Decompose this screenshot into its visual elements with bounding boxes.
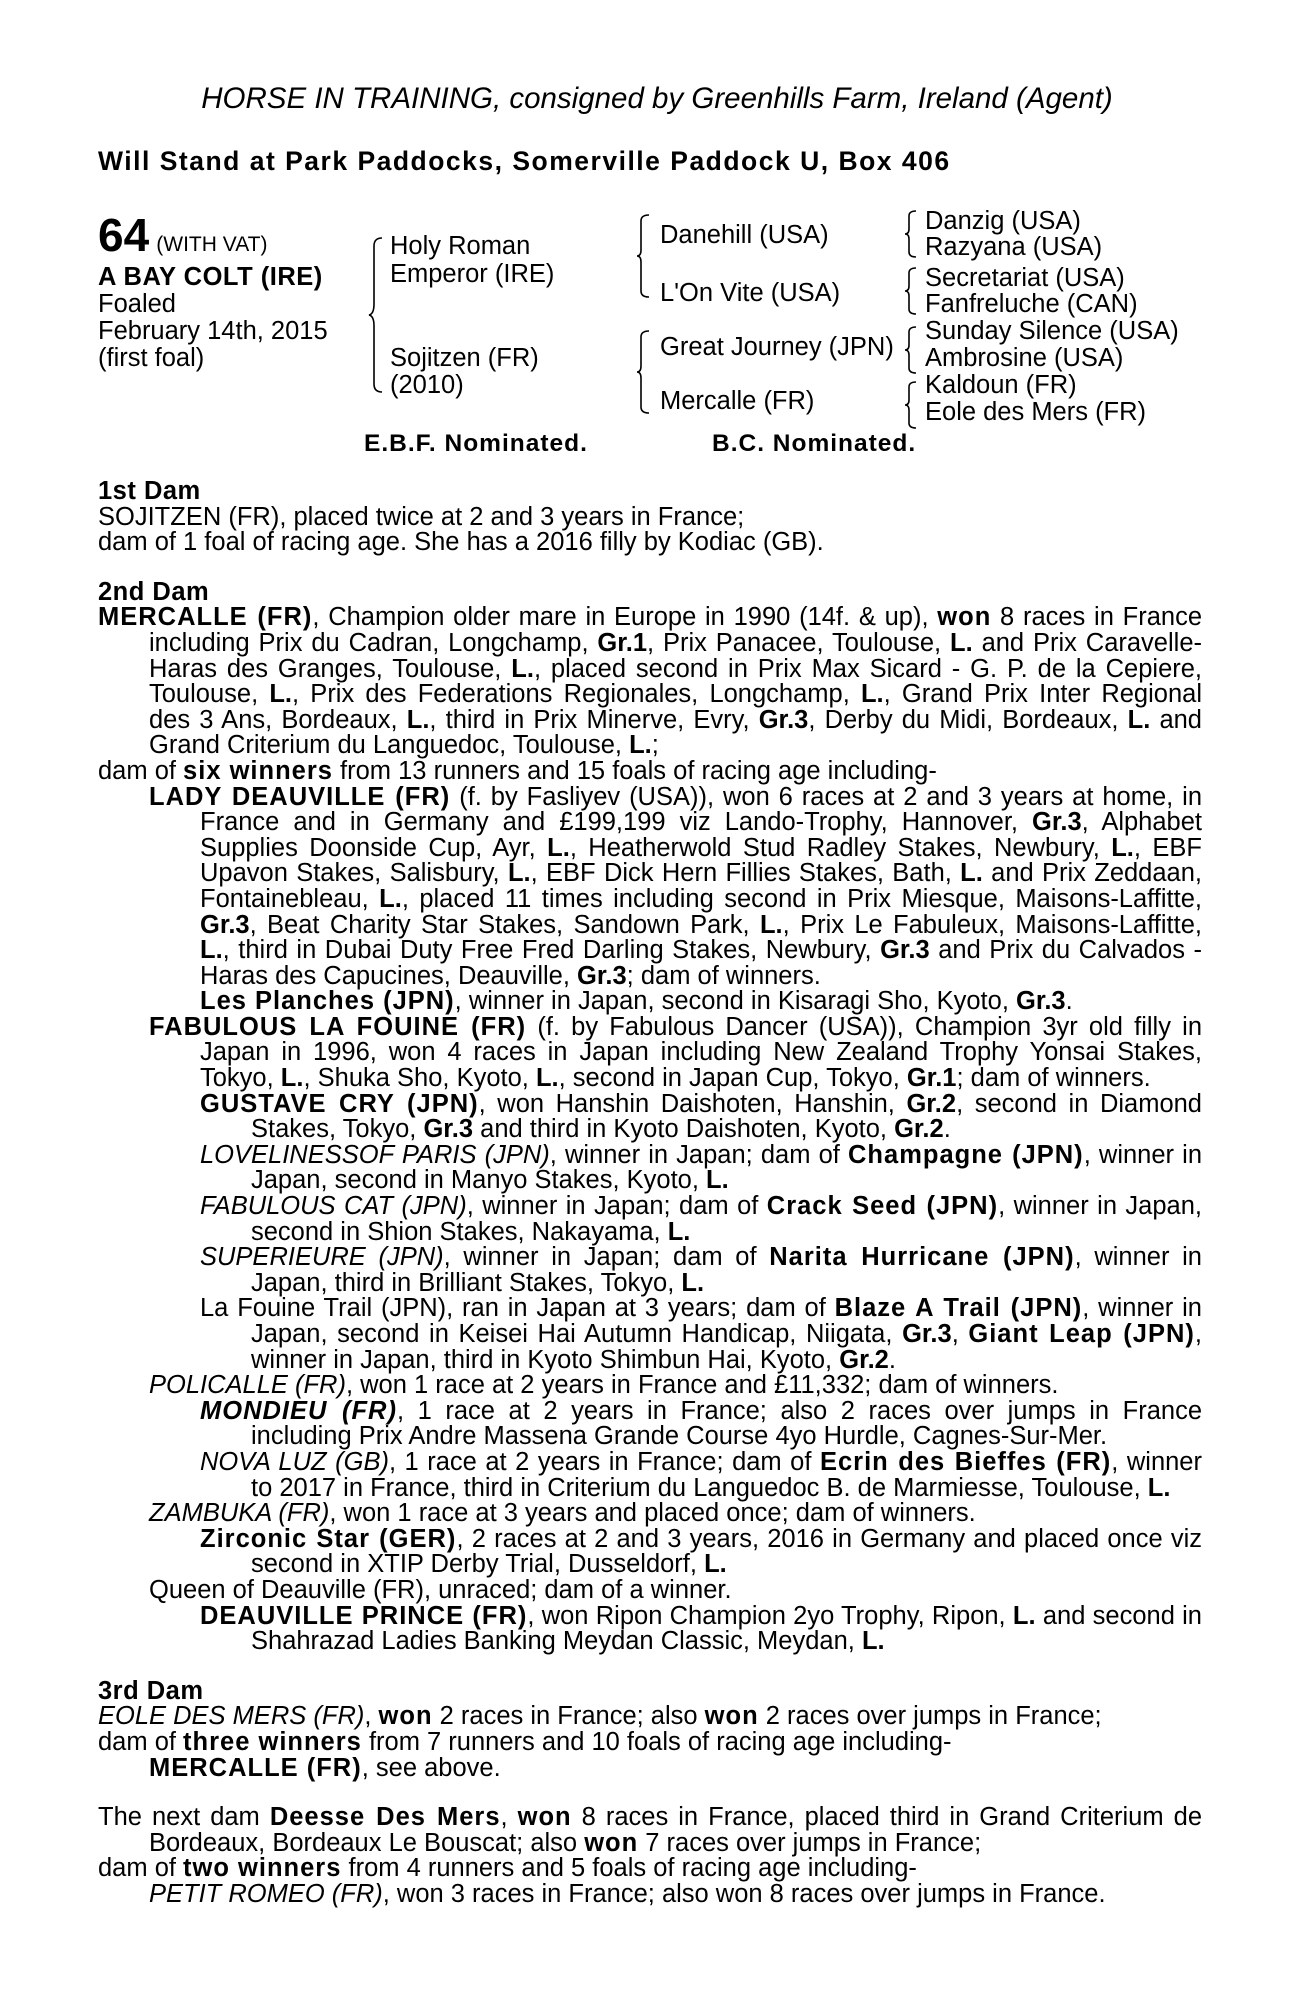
bc-nominated: B.C. Nominated.: [712, 430, 917, 457]
next-dam-progeny-petit-romeo: PETIT ROMEO (FR), won 3 races in France; also won 8 races over jumps in France.: [149, 1879, 1106, 1908]
foaled-date: February 14th, 2015: [98, 317, 328, 345]
progeny-mondieu: MONDIEU (FR), 1 race at 2 years in France; also 2 races over jumps in France including Prix Andre Massena Grande Course 4yo Hurdle, Cagnes-Sur-Mer.: [200, 1396, 1203, 1451]
dam-sire: Great Journey (JPN): [660, 333, 894, 361]
progeny-policalle: POLICALLE (FR), won 1 race at 2 years in France and £11,332; dam of winners.: [149, 1371, 1059, 1400]
progeny-nova-luz: NOVA LUZ (GB), 1 race at 2 years in France; dam of Ecrin des Bieffes (FR), winner to 2017 in France, third in Criterium du Languedoc B. de Marmiesse, Toulouse, L.: [200, 1447, 1202, 1502]
second-dam-heading: 2nd Dam: [98, 577, 210, 606]
first-dam-heading: 1st Dam: [98, 477, 201, 505]
progeny-superieure: SUPERIEURE (JPN), winner in Japan; dam of Narita Hurricane (JPN), winner in Japan, third in Brilliant Stakes, Tokyo, L.: [200, 1243, 1202, 1297]
sire-line1: Holy Roman: [390, 232, 531, 260]
progeny-lovelinessof-paris: LOVELINESSOF PARIS (JPN), winner in Japan; dam of Champagne (JPN), winner in Japan, second in Manyo Stakes, Kyoto, L.: [200, 1140, 1202, 1195]
brace-sire: [636, 213, 652, 299]
first-dam-line1: SOJITZEN (FR), placed twice at 2 and 3 years in France;: [98, 502, 745, 531]
brace-sire-dam: [368, 236, 386, 394]
produce-record: [98, 479, 1202, 1907]
g2b: Fanfreluche (CAN): [925, 290, 1138, 318]
progeny-lady-deauville: LADY DEAUVILLE (FR) (f. by Fasliyev (USA)), won 6 races at 2 and 3 years at home, in France and in Germany and £199,199 viz Lando-Trophy, Hannover, Gr.3, Alphabet Supplies Doonside Cup, Ayr, L., Heatherwold Stud Radley Stakes, Newbury, L., EBF Upavon Stakes, Salisbury, L., EBF Dick Hern Fillies Stakes, Bath, L. and Prix Zeddaan, Fontainebleau, L., placed 11 times including second in Prix Miesque, Maisons-Laffitte, Gr.3, Beat Charity Star Stakes, Sandown Park, L., Prix Le Fabuleux, Maisons-Laffitte, L., third in Dubai Duty Free Fred Darling Stakes, Newbury, Gr.3 and Prix du Calvados - Haras des Capucines, Deauville, Gr.3; dam of winners.: [149, 782, 1202, 990]
third-dam-heading: 3rd Dam: [98, 1676, 204, 1705]
progeny-la-fouine-trail: La Fouine Trail (JPN), ran in Japan at 3 years; dam of Blaze A Trail (JPN), winner in Japan, second in Keisei Hai Autumn Handicap, Niigata, Gr.3, Giant Leap (JPN), winner in Japan, third in Kyoto Shimbun Hai, Kyoto, Gr.2.: [200, 1294, 1202, 1374]
g1b: Razyana (USA): [925, 233, 1103, 261]
brace-g2: [904, 266, 918, 316]
g4a: Kaldoun (FR): [925, 371, 1077, 399]
dam-dam: Mercalle (FR): [660, 387, 815, 415]
third-dam-entry: EOLE DES MERS (FR), won 2 races in France; also won 2 races over jumps in France;: [98, 1702, 1102, 1731]
g3b: Ambrosine (USA): [925, 344, 1124, 372]
first-dam-line2: dam of 1 foal of racing age. She has a 2016 filly by Kodiac (GB).: [98, 528, 824, 557]
next-dam-entry: The next dam Deesse Des Mers, won 8 races in France, placed third in Grand Criterium de Bordeaux, Bordeaux Le Bouscat; also won 7 races over jumps in France;: [98, 1803, 1202, 1857]
progeny-zambuka: ZAMBUKA (FR), won 1 race at 3 years and placed once; dam of winners.: [149, 1499, 976, 1528]
progeny-les-planches: Les Planches (JPN), winner in Japan, second in Kisaragi Sho, Kyoto, Gr.3.: [200, 987, 1073, 1016]
g4b: Eole des Mers (FR): [925, 398, 1147, 426]
foaled-label: Foaled: [98, 290, 176, 318]
lot-number: 64 (WITH VAT): [98, 209, 268, 261]
dam-line2: (2010): [390, 371, 464, 399]
progeny-deauville-prince: DEAUVILLE PRINCE (FR), won Ripon Champion 2yo Trophy, Ripon, L. and second in Shahrazad Ladies Banking Meydan Classic, Meydan, L.: [200, 1601, 1202, 1656]
sire-line2: Emperor (IRE): [390, 260, 555, 288]
brace-g3: [904, 325, 918, 375]
progeny-fabulous-cat: FABULOUS CAT (JPN), winner in Japan; dam of Crack Seed (JPN), winner in Japan, second in Shion Stakes, Nakayama, L.: [200, 1192, 1202, 1246]
brace-g4: [904, 380, 918, 430]
progeny-zirconic-star: Zirconic Star (GER), 2 races at 2 and 3 years, 2016 in Germany and placed once viz second in XTIP Derby Trial, Dusseldorf, L.: [200, 1524, 1203, 1579]
ebf-nominated: E.B.F. Nominated.: [364, 430, 588, 457]
brace-dam: [636, 329, 652, 415]
g2a: Secretariat (USA): [925, 264, 1125, 292]
progeny-gustave-cry: GUSTAVE CRY (JPN), won Hanshin Daishoten, Hanshin, Gr.2, second in Diamond Stakes, Tokyo, Gr.3 and third in Kyoto Daishoten, Kyoto, Gr.2.: [200, 1089, 1202, 1144]
sire-sire: Danehill (USA): [660, 221, 829, 249]
dam-line1: Sojitzen (FR): [390, 344, 539, 372]
sire-dam: L'On Vite (USA): [660, 279, 841, 307]
g1a: Danzig (USA): [925, 207, 1081, 235]
second-dam-summary: dam of six winners from 13 runners and 15 foals of racing age including-: [98, 756, 937, 785]
g3a: Sunday Silence (USA): [925, 317, 1179, 345]
brace-g1: [904, 209, 918, 259]
stand-location: Will Stand at Park Paddocks, Somerville Paddock U, Box 406: [98, 146, 951, 176]
page-title: HORSE IN TRAINING, consigned by Greenhills Farm, Ireland (Agent): [201, 82, 1113, 115]
third-dam-progeny-mercalle: MERCALLE (FR), see above.: [149, 1753, 501, 1782]
foal-note: (first foal): [98, 344, 205, 372]
lot-name: A BAY COLT (IRE): [98, 263, 323, 291]
third-dam-summary: dam of three winners from 7 runners and 10 foals of racing age including-: [98, 1727, 952, 1756]
progeny-queen-of-deauville: Queen of Deauville (FR), unraced; dam of a winner.: [149, 1575, 732, 1604]
second-dam-entry: MERCALLE (FR), Champion older mare in Europe in 1990 (14f. & up), won 8 races in France including Prix du Cadran, Longchamp, Gr.1, Prix Panacee, Toulouse, L. and Prix Caravelle-Haras des Granges, Toulouse, L., placed second in Prix Max Sicard - G. P. de la Cepiere, Toulouse, L., Prix des Federations Regionales, Longchamp, L., Grand Prix Inter Regional des 3 Ans, Bordeaux, L., third in Prix Minerve, Evry, Gr.3, Derby du Midi, Bordeaux, L. and Grand Criterium du Languedoc, Toulouse, L.;: [98, 603, 1203, 760]
next-dam-summary: dam of two winners from 4 runners and 5 foals of racing age including-: [98, 1854, 917, 1883]
progeny-fabulous-la-fouine: FABULOUS LA FOUINE (FR) (f. by Fabulous Dancer (USA)), Champion 3yr old filly in Japan in 1996, won 4 races in Japan including New Zealand Trophy Yonsai Stakes, Tokyo, L., Shuka Sho, Kyoto, L., second in Japan Cup, Tokyo, Gr.1; dam of winners.: [149, 1012, 1203, 1093]
